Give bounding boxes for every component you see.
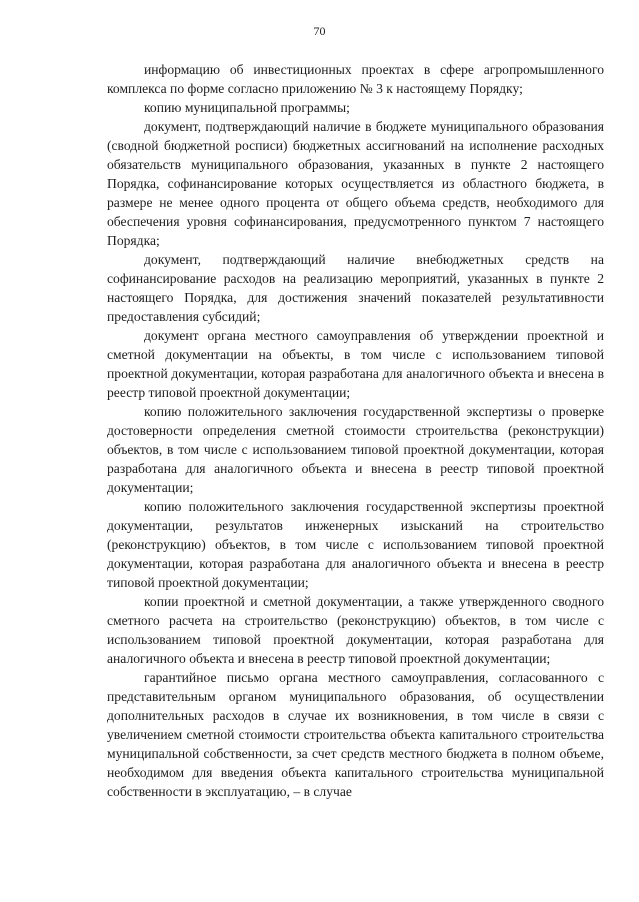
paragraph-cost-estimate-expertise-copy: копию положительного заключения государственной экспертизы о проверке достоверности определения сметной стоимости строительства (реконструкции) объектов, в том числе с использованием типовой проектной документации, которая разработана для аналогичного объекта и внесена в реестр типовой проектной документации; [107,404,604,495]
paragraph-budget-allocation-document: документ, подтверждающий наличие в бюджете муниципального образования (сводной бюджетной росписи) бюджетных ассигнований на исполнение расходных обязательств муниципального образования, указанных в пункте 2 настоящего Порядка, софинансирование которых осуществляется из областного бюджета, в размере не менее одного процента от общего объема средств, необходимого для обеспечения уровня софинансирования, предусмотренного пунктом 7 настоящего Порядка; [107,119,604,248]
paragraph-investment-projects-info: информацию об инвестиционных проектах в сфере агропромышленного комплекса по форме согласно приложению № 3 к настоящему Порядку; [107,62,604,96]
paragraph-design-approval-document: документ органа местного самоуправления об утверждении проектной и сметной документации на объекты, в том числе с использованием типовой проектной документации, которая разработана для аналогичного объекта и внесена в реестр типовой проектной документации; [107,328,604,400]
page-number: 70 [313,24,326,38]
paragraph-municipal-program-copy: копию муниципальной программы; [144,100,350,115]
paragraph-design-documentation-expertise-copy: копию положительного заключения государственной экспертизы проектной документации, результатов инженерных изысканий на строительство (реконструкцию) объектов, в том числе с использованием типовой проектной документации, которая разработана для аналогичного объекта и внесена в реестр типовой проектной документации; [107,499,604,590]
paragraph-guarantee-letter: гарантийное письмо органа местного самоуправления, согласованного с представительным органом муниципального образования, об осуществлении дополнительных расходов в случае их возникновения, в том числе в связи с увеличением сметной стоимости строительства объекта капитального строительства муниципальной собственности, за счет средств местного бюджета в полном объеме, необходимом для введения объекта капитального строительства муниципальной собственности в эксплуатацию, – в случае [107,670,604,799]
document-body [107,60,604,801]
paragraph-design-and-estimate-copies: копии проектной и сметной документации, а также утвержденного сводного сметного расчета на строительство (реконструкцию) объектов, в том числе с использованием типовой проектной документации, которая разработана для аналогичного объекта и внесена в реестр типовой проектной документации; [107,594,604,666]
paragraph-extrabudgetary-funds-document: документ, подтверждающий наличие внебюджетных средств на софинансирование расходов на реализацию мероприятий, указанных в пункте 2 настоящего Порядка, для достижения значений показателей результативности предоставления субсидий; [107,252,604,324]
